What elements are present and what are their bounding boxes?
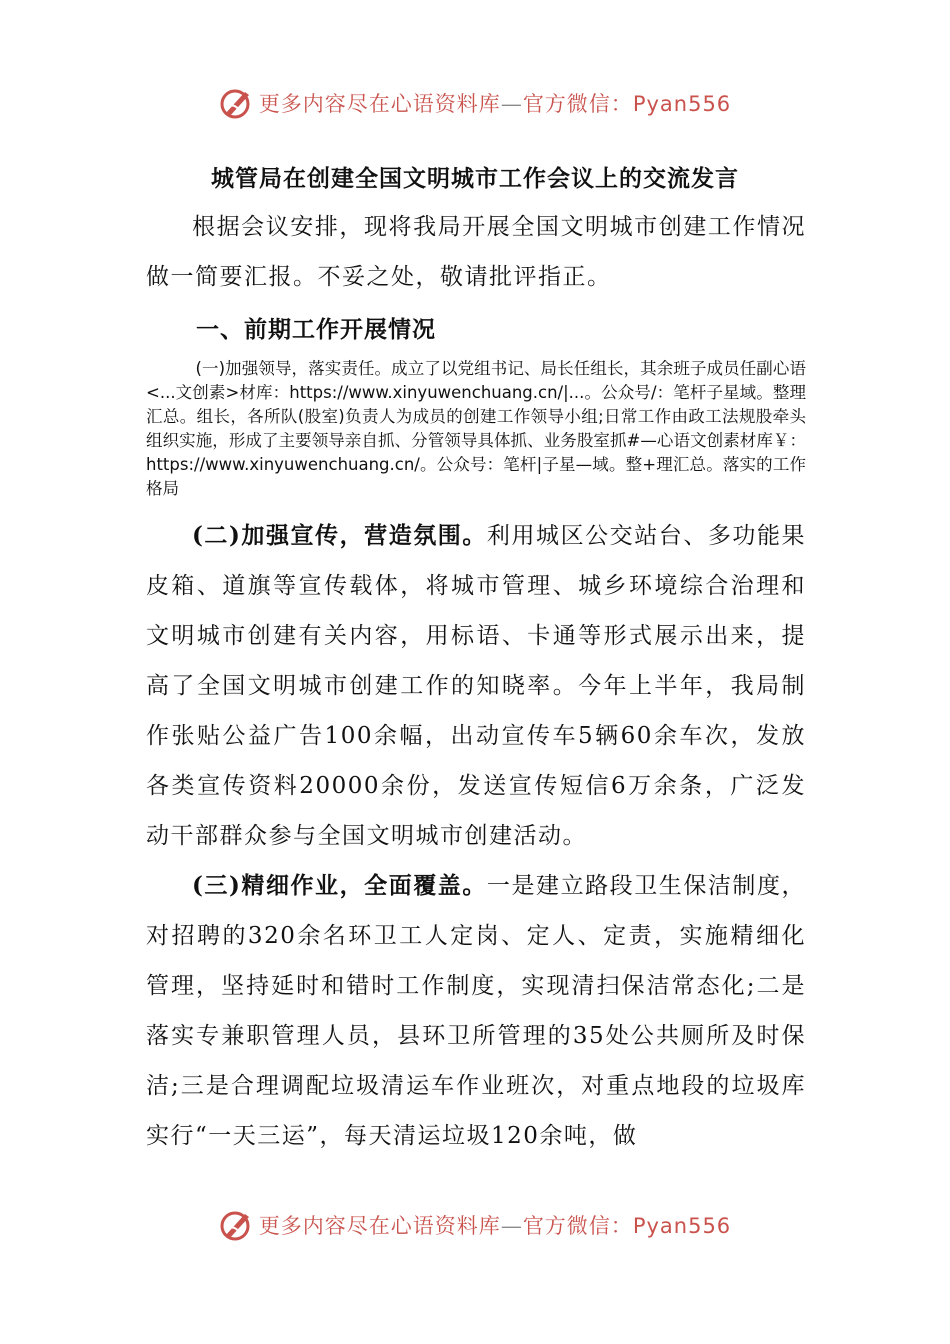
- section1-heading: 一、前期工作开展情况: [196, 316, 436, 343]
- banner-brand: 更多内容尽在心语资料库: [258, 1214, 501, 1238]
- banner-text: [259, 1210, 731, 1240]
- document-title: 城管局在创建全国文明城市工作会议上的交流发言: [211, 165, 739, 192]
- item3-paragraph: [146, 861, 806, 1161]
- intro-text: 根据会议安排，现将我局开展全国文明城市创建工作情况做一简要汇报。不妥之处，敬请批评指正。: [146, 214, 806, 290]
- banner-official: 官方微信：: [522, 1214, 633, 1238]
- banner-official: 官方微信：: [522, 92, 633, 116]
- pen-logo-icon: [219, 86, 253, 120]
- item2-body: 利用城区公交站台、多功能果皮箱、道旗等宣传载体，将城市管理、城乡环境综合治理和文明城市创建有关内容，用标语、卡通等形式展示出来，提高了全国文明城市创建工作的知晓率。今年上半年，我局制作张贴公益广告100余幅，出动宣传车5辆60余车次，发放各类宣传资料20000余份，发送宣传短信6万余条，广泛发动干部群众参与全国文明城市创建活动。: [146, 523, 807, 849]
- banner-text: [259, 88, 731, 118]
- banner-wechat: Pyan556: [632, 92, 732, 116]
- intro-paragraph: [146, 202, 806, 302]
- item3-text: [146, 861, 806, 1161]
- item2-text: [146, 511, 806, 861]
- item3-lead: (三)精细作业，全面覆盖。: [192, 872, 487, 899]
- item2-lead: (二)加强宣传，营造氛围。: [192, 522, 487, 549]
- item2-paragraph: [146, 511, 806, 861]
- item1-text: (一)加强领导，落实责任。成立了以党组书记、局长任组长，其余班子成员任副心语<...文创素>材库：https://www.xinyuwenchuang.cn/|...。公众号/：笔杆子星域。整理汇总。组长，各所队(股室)负责人为成员的创建工作领导小组;日常工作由政工法规股牵头组织实施，形成了主要领导亲自抓、分管领导具体抓、业务股室抓#—心语文创素材库￥：https://www.xinyuwenchuang.cn/。公众号：笔杆|子星—域。整+理汇总。落实的工作格局: [146, 359, 806, 498]
- item1-paragraph: [146, 357, 806, 501]
- pen-logo-icon: [219, 1208, 253, 1242]
- header-banner: [0, 86, 950, 120]
- banner-dash: —: [500, 92, 523, 116]
- banner-wechat: Pyan556: [632, 1214, 732, 1238]
- banner-dash: —: [500, 1214, 523, 1238]
- item3-body: 一是建立路段卫生保洁制度，对招聘的320余名环卫工人定岗、定人、定责，实施精细化管理，坚持延时和错时工作制度，实现清扫保洁常态化;二是落实专兼职管理人员，县环卫所管理的35处公共厕所及时保洁;三是合理调配垃圾清运车作业班次，对重点地段的垃圾库实行“一天三运”，每天清运垃圾120余吨，做: [146, 873, 807, 1149]
- footer-banner: [0, 1208, 950, 1242]
- banner-brand: 更多内容尽在心语资料库: [258, 92, 501, 116]
